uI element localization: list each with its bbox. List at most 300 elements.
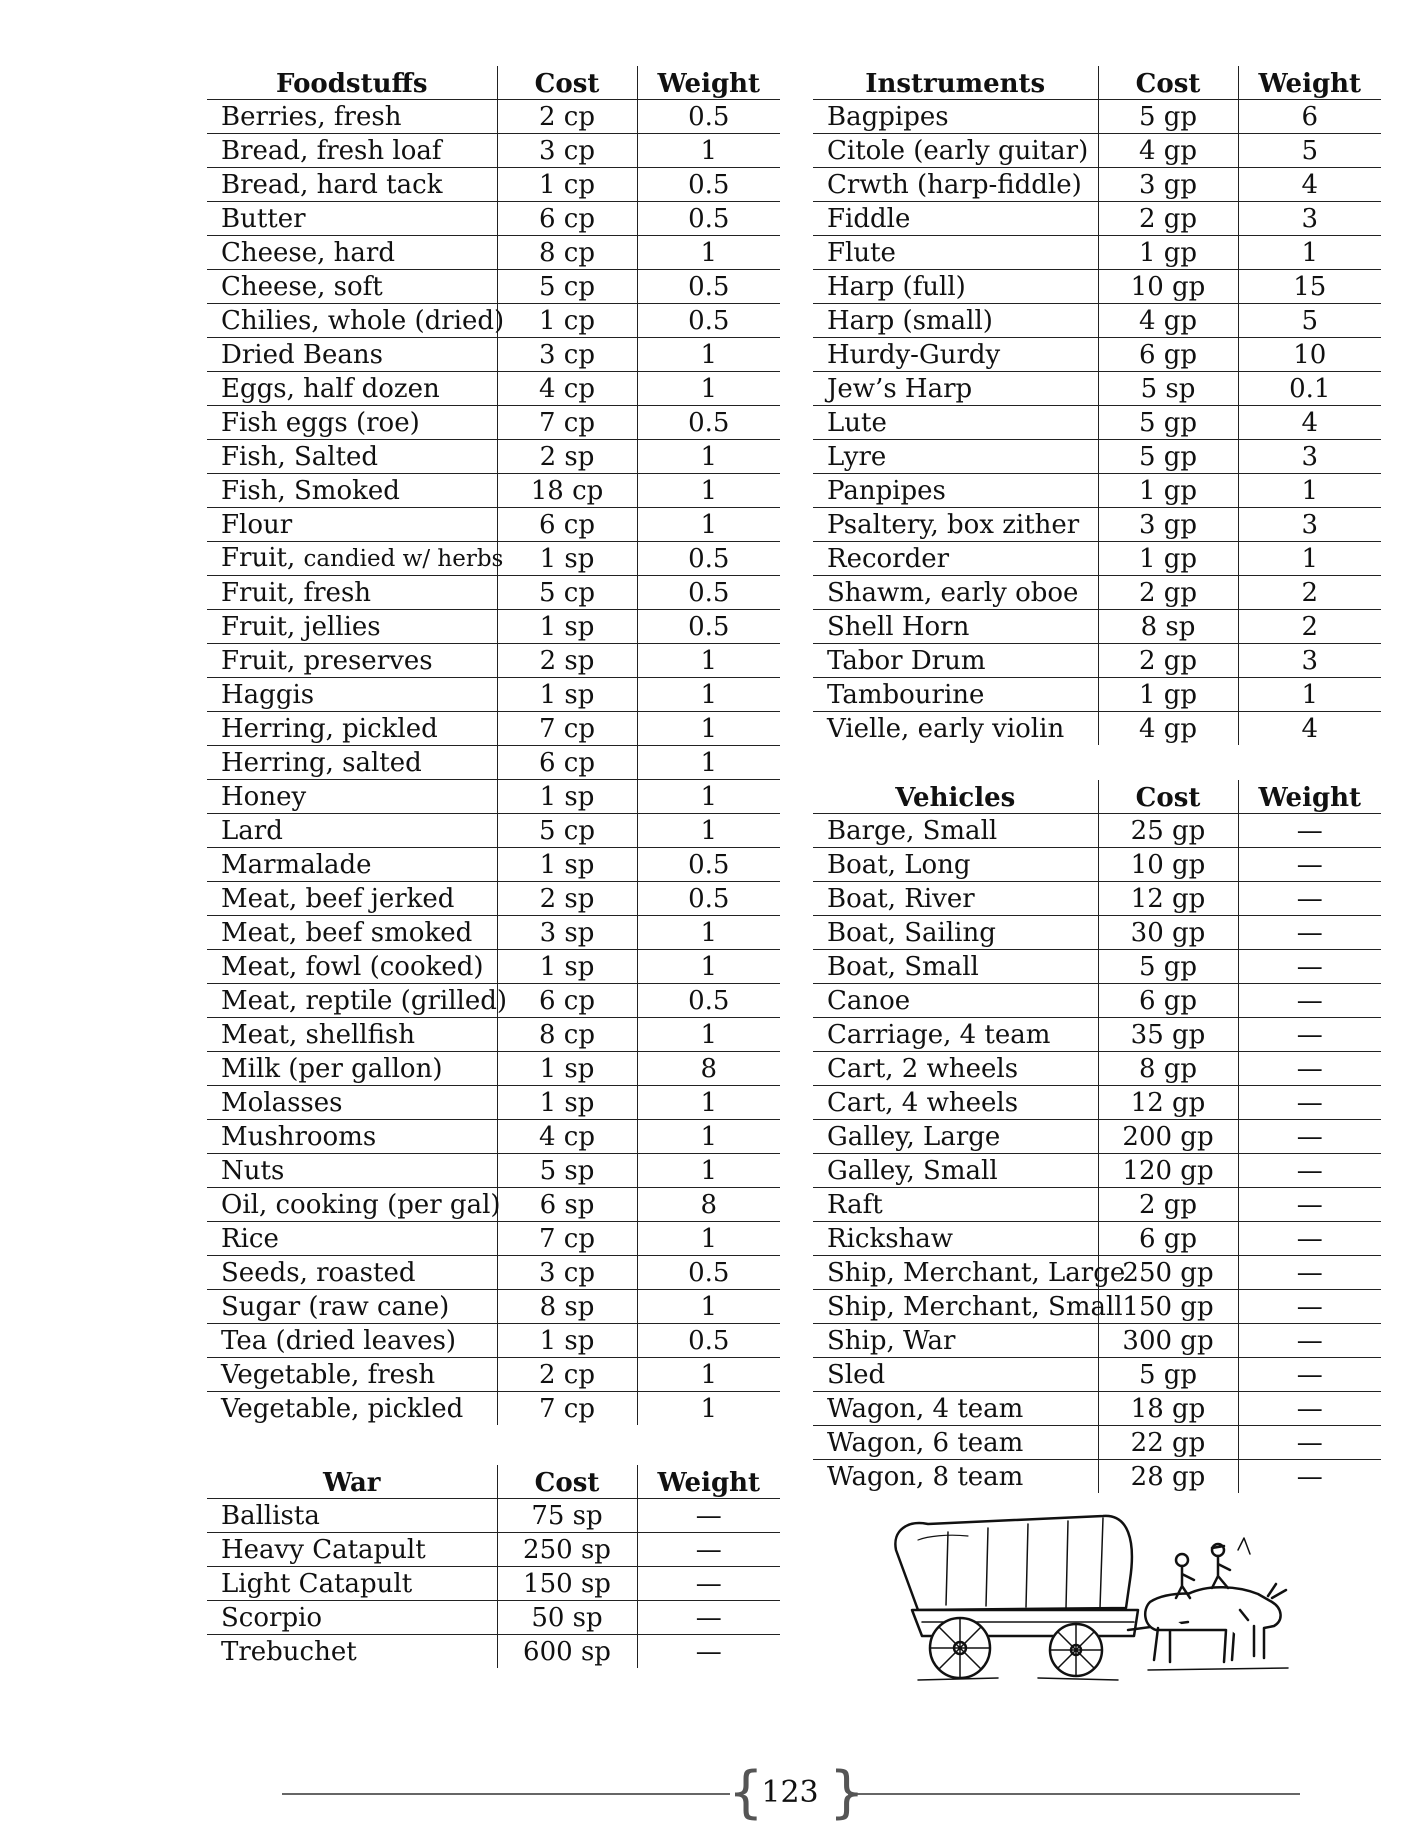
table-row <box>207 882 780 916</box>
item-name: Citole (early guitar) <box>813 134 1098 168</box>
column-header-name: Instruments <box>813 66 1098 100</box>
item-name: Meat, reptile (grilled) <box>207 984 497 1018</box>
item-name: Galley, Small <box>813 1154 1098 1188</box>
item-cost: 7 cp <box>497 1392 637 1426</box>
item-cost: 5 sp <box>497 1154 637 1188</box>
item-name: Boat, Sailing <box>813 916 1098 950</box>
item-weight: 1 <box>637 678 780 712</box>
item-cost: 1 sp <box>497 542 637 576</box>
item-weight: 1 <box>637 1222 780 1256</box>
item-name: Fiddle <box>813 202 1098 236</box>
item-name: Vegetable, pickled <box>221 1394 464 1424</box>
item-weight: 1 <box>637 814 780 848</box>
footer-brace-left: { <box>728 1760 764 1825</box>
item-weight: 2 <box>1238 610 1381 644</box>
item-cost: 22 gp <box>1098 1426 1238 1460</box>
item-name: Crwth (harp-fiddle) <box>813 168 1098 202</box>
vehicles-table <box>813 780 1381 1493</box>
item-cost: 6 cp <box>497 984 637 1018</box>
item-weight: — <box>1238 984 1381 1018</box>
table-row <box>207 1635 780 1669</box>
item-cost: 18 cp <box>497 474 637 508</box>
table-row <box>207 304 780 338</box>
table-row <box>207 440 780 474</box>
table-row <box>813 610 1381 644</box>
item-weight: — <box>1238 1154 1381 1188</box>
item-name: Fish, Salted <box>207 440 497 474</box>
table-row <box>207 576 780 610</box>
item-name: Eggs, half dozen <box>207 372 497 406</box>
item-cost: 2 sp <box>497 440 637 474</box>
item-name: Tabor Drum <box>813 644 1098 678</box>
item-name: Recorder <box>813 542 1098 576</box>
table-row <box>813 202 1381 236</box>
item-name: Vegetable, fresh <box>207 1358 497 1392</box>
item-cost: 2 sp <box>497 644 637 678</box>
item-cost: 6 gp <box>1098 1222 1238 1256</box>
footer-rule-right <box>848 1793 1300 1795</box>
item-name: Panpipes <box>813 474 1098 508</box>
instruments-table <box>813 66 1381 745</box>
item-name: Raft <box>813 1188 1098 1222</box>
item-name: Nuts <box>207 1154 497 1188</box>
item-weight: 15 <box>1238 270 1381 304</box>
item-weight: — <box>1238 950 1381 984</box>
table-row <box>207 100 780 134</box>
item-name: Honey <box>207 780 497 814</box>
item-name: Oil, cooking (per gal) <box>207 1188 497 1222</box>
item-name: Cheese, hard <box>207 236 497 270</box>
item-cost: 75 sp <box>497 1499 637 1533</box>
item-cost: 1 sp <box>497 780 637 814</box>
foodstuffs-table <box>207 66 780 1425</box>
table-row <box>813 1222 1381 1256</box>
item-cost: 250 sp <box>497 1533 637 1567</box>
table-row <box>207 270 780 304</box>
item-weight: 8 <box>637 1188 780 1222</box>
item-cost: 5 gp <box>1098 950 1238 984</box>
item-name: Ship, Merchant, Large <box>813 1256 1098 1290</box>
item-cost: 2 gp <box>1098 576 1238 610</box>
table-row <box>207 678 780 712</box>
table-row <box>207 1086 780 1120</box>
table-row <box>207 1601 780 1635</box>
item-name: Flour <box>207 508 497 542</box>
table-row <box>813 1018 1381 1052</box>
item-name: Wagon, 8 team <box>827 1462 1024 1492</box>
item-cost: 18 gp <box>1098 1392 1238 1426</box>
item-weight: 1 <box>637 1120 780 1154</box>
item-weight: 3 <box>1238 508 1381 542</box>
table-row <box>813 440 1381 474</box>
item-weight: 1 <box>637 440 780 474</box>
item-name: Bagpipes <box>813 100 1098 134</box>
table-row <box>813 338 1381 372</box>
table-row <box>207 1120 780 1154</box>
table-row <box>207 1256 780 1290</box>
table-row <box>813 1188 1381 1222</box>
item-weight: 0.5 <box>637 1324 780 1358</box>
table-row <box>813 1460 1381 1494</box>
item-cost: 4 gp <box>1098 304 1238 338</box>
item-weight: 1 <box>637 372 780 406</box>
table-row <box>813 576 1381 610</box>
item-weight: 0.5 <box>637 270 780 304</box>
item-name: Boat, River <box>813 882 1098 916</box>
item-weight: — <box>1238 1256 1381 1290</box>
item-cost: 5 gp <box>1098 100 1238 134</box>
item-cost: 6 gp <box>1098 338 1238 372</box>
table-row <box>207 406 780 440</box>
column-header-weight: Weight <box>1238 66 1381 100</box>
item-cost: 150 gp <box>1098 1290 1238 1324</box>
item-cost: 3 cp <box>497 1256 637 1290</box>
item-cost: 1 sp <box>497 1324 637 1358</box>
item-weight: — <box>1238 1086 1381 1120</box>
item-weight: 1 <box>637 950 780 984</box>
item-cost: 5 gp <box>1098 440 1238 474</box>
item-weight: — <box>1238 814 1381 848</box>
item-name: Meat, shellfish <box>207 1018 497 1052</box>
item-cost: 6 cp <box>497 746 637 780</box>
table-row <box>813 168 1381 202</box>
item-name: Chilies, whole (dried) <box>207 304 497 338</box>
item-name: Galley, Large <box>813 1120 1098 1154</box>
item-weight: 1 <box>637 916 780 950</box>
item-name: Harp (small) <box>813 304 1098 338</box>
item-weight: — <box>1238 1290 1381 1324</box>
item-weight: 0.5 <box>637 1256 780 1290</box>
item-cost: 250 gp <box>1098 1256 1238 1290</box>
item-weight: — <box>1238 882 1381 916</box>
item-cost: 8 sp <box>1098 610 1238 644</box>
table-row <box>207 950 780 984</box>
table-row <box>813 882 1381 916</box>
item-cost: 5 cp <box>497 814 637 848</box>
table-row <box>207 508 780 542</box>
item-cost: 4 gp <box>1098 712 1238 746</box>
item-name: Rickshaw <box>813 1222 1098 1256</box>
item-name: Psaltery, box zither <box>813 508 1098 542</box>
item-cost: 30 gp <box>1098 916 1238 950</box>
item-weight: 1 <box>637 474 780 508</box>
table-row <box>813 270 1381 304</box>
item-name: Fruit, preserves <box>207 644 497 678</box>
table-row <box>207 984 780 1018</box>
table-row <box>207 1392 780 1426</box>
item-cost: 2 cp <box>497 100 637 134</box>
item-cost: 5 cp <box>497 576 637 610</box>
item-weight: 0.5 <box>637 100 780 134</box>
item-weight: 4 <box>1238 168 1381 202</box>
item-weight: 2 <box>1238 576 1381 610</box>
table-row <box>207 134 780 168</box>
column-header-cost: Cost <box>1098 66 1238 100</box>
item-name: Tea (dried leaves) <box>207 1324 497 1358</box>
column-header-cost: Cost <box>497 66 637 100</box>
table-row <box>813 1324 1381 1358</box>
item-cost: 8 sp <box>497 1290 637 1324</box>
item-cost: 3 gp <box>1098 508 1238 542</box>
item-name: Meat, beef smoked <box>207 916 497 950</box>
item-weight: 5 <box>1238 134 1381 168</box>
item-weight: 6 <box>1238 100 1381 134</box>
table-row <box>813 1154 1381 1188</box>
item-cost: 35 gp <box>1098 1018 1238 1052</box>
table-row <box>207 1154 780 1188</box>
item-name: Sugar (raw cane) <box>207 1290 497 1324</box>
item-cost: 3 cp <box>497 338 637 372</box>
item-name: Fish eggs (roe) <box>207 406 497 440</box>
table-row <box>207 168 780 202</box>
item-name: Flute <box>813 236 1098 270</box>
item-weight: — <box>1238 916 1381 950</box>
item-weight: 3 <box>1238 440 1381 474</box>
item-cost: 2 cp <box>497 1358 637 1392</box>
item-name: Tambourine <box>813 678 1098 712</box>
column-header-cost: Cost <box>1098 780 1238 814</box>
item-cost: 1 sp <box>497 1086 637 1120</box>
item-cost: 2 gp <box>1098 202 1238 236</box>
item-name: Lard <box>207 814 497 848</box>
item-weight: 1 <box>1238 474 1381 508</box>
item-name: Rice <box>207 1222 497 1256</box>
item-weight: 0.5 <box>637 168 780 202</box>
table-row <box>813 984 1381 1018</box>
item-weight: 0.1 <box>1238 372 1381 406</box>
item-name: Meat, beef jerked <box>207 882 497 916</box>
item-name: Wagon, 6 team <box>813 1426 1098 1460</box>
item-weight: 1 <box>637 746 780 780</box>
item-weight: — <box>637 1567 780 1601</box>
table-row <box>207 372 780 406</box>
item-name: Trebuchet <box>221 1637 357 1667</box>
item-name: Scorpio <box>207 1601 497 1635</box>
table-row <box>813 1426 1381 1460</box>
item-name: Meat, fowl (cooked) <box>207 950 497 984</box>
item-weight: — <box>1238 1460 1381 1494</box>
item-name: Cart, 4 wheels <box>813 1086 1098 1120</box>
table-row <box>813 372 1381 406</box>
item-weight: 1 <box>1238 236 1381 270</box>
item-cost: 4 gp <box>1098 134 1238 168</box>
item-cost: 6 gp <box>1098 984 1238 1018</box>
item-cost: 10 gp <box>1098 270 1238 304</box>
table-row <box>207 1499 780 1533</box>
item-cost: 5 cp <box>497 270 637 304</box>
item-cost: 1 cp <box>497 304 637 338</box>
table-row <box>207 1052 780 1086</box>
item-cost: 3 sp <box>497 916 637 950</box>
item-cost: 1 sp <box>497 950 637 984</box>
item-cost: 12 gp <box>1098 882 1238 916</box>
item-name: Bread, hard tack <box>207 168 497 202</box>
item-weight: 5 <box>1238 304 1381 338</box>
item-name: Ballista <box>207 1499 497 1533</box>
item-cost: 5 sp <box>1098 372 1238 406</box>
item-weight: 1 <box>637 1392 780 1426</box>
item-cost: 6 sp <box>497 1188 637 1222</box>
item-weight: 0.5 <box>637 610 780 644</box>
item-name: Harp (full) <box>813 270 1098 304</box>
table-row <box>207 712 780 746</box>
item-weight: 1 <box>637 338 780 372</box>
item-weight: — <box>1238 1426 1381 1460</box>
item-weight: 1 <box>637 780 780 814</box>
item-weight: — <box>637 1635 780 1669</box>
item-name: Ship, Merchant, Small <box>813 1290 1098 1324</box>
item-weight: — <box>1238 1358 1381 1392</box>
column-header-name: Vehicles <box>813 780 1098 814</box>
item-name: Boat, Long <box>813 848 1098 882</box>
item-name: Carriage, 4 team <box>813 1018 1098 1052</box>
item-cost: 7 cp <box>497 406 637 440</box>
item-name: Mushrooms <box>207 1120 497 1154</box>
table-row <box>813 236 1381 270</box>
item-name: Dried Beans <box>207 338 497 372</box>
item-name: Fish, Smoked <box>207 474 497 508</box>
item-weight: — <box>1238 1222 1381 1256</box>
table-row <box>813 1358 1381 1392</box>
item-weight: — <box>1238 848 1381 882</box>
item-weight: 0.5 <box>637 576 780 610</box>
column-header-weight: Weight <box>637 66 780 100</box>
table-row <box>813 848 1381 882</box>
item-name: Barge, Small <box>813 814 1098 848</box>
item-name: Herring, pickled <box>207 712 497 746</box>
war-table <box>207 1465 780 1668</box>
page-number: 123 <box>761 1775 819 1810</box>
table-row <box>813 406 1381 440</box>
item-weight: 0.5 <box>637 542 780 576</box>
table-row <box>813 542 1381 576</box>
item-weight: 1 <box>637 1086 780 1120</box>
item-weight: 1 <box>637 1154 780 1188</box>
item-name: Lyre <box>813 440 1098 474</box>
table-row <box>207 1188 780 1222</box>
item-cost: 5 gp <box>1098 406 1238 440</box>
table-row <box>813 1256 1381 1290</box>
table-row <box>207 1018 780 1052</box>
table-row <box>207 1567 780 1601</box>
item-name: Milk (per gallon) <box>207 1052 497 1086</box>
table-row <box>813 1120 1381 1154</box>
item-weight: 0.5 <box>637 406 780 440</box>
item-cost: 1 gp <box>1098 474 1238 508</box>
item-weight: 1 <box>637 1290 780 1324</box>
item-cost: 5 gp <box>1098 1358 1238 1392</box>
item-cost: 300 gp <box>1098 1324 1238 1358</box>
item-name: Shell Horn <box>813 610 1098 644</box>
item-name: Butter <box>207 202 497 236</box>
table-row <box>207 338 780 372</box>
item-weight: — <box>1238 1052 1381 1086</box>
item-name: Herring, salted <box>207 746 497 780</box>
item-weight: — <box>1238 1018 1381 1052</box>
item-cost: 8 cp <box>497 236 637 270</box>
item-weight: 0.5 <box>637 202 780 236</box>
column-header-name: War <box>207 1465 497 1499</box>
item-cost: 2 gp <box>1098 1188 1238 1222</box>
table-row <box>207 1358 780 1392</box>
table-row <box>813 134 1381 168</box>
item-weight: — <box>637 1601 780 1635</box>
item-cost: 3 gp <box>1098 168 1238 202</box>
item-weight: 3 <box>1238 202 1381 236</box>
item-weight: 1 <box>637 644 780 678</box>
item-cost: 150 sp <box>497 1567 637 1601</box>
item-name: Berries, fresh <box>207 100 497 134</box>
table-row <box>207 236 780 270</box>
table-row <box>813 1392 1381 1426</box>
table-row <box>207 1533 780 1567</box>
item-name: Boat, Small <box>813 950 1098 984</box>
item-name: Cart, 2 wheels <box>813 1052 1098 1086</box>
item-name: Marmalade <box>207 848 497 882</box>
item-weight: 1 <box>637 1358 780 1392</box>
covered-wagon-illustration <box>888 1510 1298 1685</box>
table-row <box>813 100 1381 134</box>
item-name: Cheese, soft <box>207 270 497 304</box>
table-row <box>813 644 1381 678</box>
item-weight: 0.5 <box>637 848 780 882</box>
item-name: Seeds, roasted <box>207 1256 497 1290</box>
item-name: Vielle, early violin <box>827 714 1065 744</box>
item-weight: 0.5 <box>637 984 780 1018</box>
item-cost: 1 gp <box>1098 678 1238 712</box>
item-weight: 0.5 <box>637 304 780 338</box>
table-row <box>207 644 780 678</box>
table-row <box>813 304 1381 338</box>
table-row <box>813 916 1381 950</box>
item-weight: 1 <box>637 508 780 542</box>
item-weight: 1 <box>637 712 780 746</box>
item-name: Light Catapult <box>207 1567 497 1601</box>
item-cost: 50 sp <box>497 1601 637 1635</box>
item-cost: 1 gp <box>1098 236 1238 270</box>
footer-brace-right: } <box>829 1760 865 1825</box>
item-cost: 600 sp <box>497 1635 637 1669</box>
item-weight: — <box>1238 1120 1381 1154</box>
item-cost: 6 cp <box>497 202 637 236</box>
item-cost: 1 sp <box>497 610 637 644</box>
item-cost: 28 gp <box>1098 1460 1238 1494</box>
item-weight: 1 <box>637 236 780 270</box>
item-cost: 200 gp <box>1098 1120 1238 1154</box>
item-name: Ship, War <box>813 1324 1098 1358</box>
item-cost: 1 sp <box>497 1052 637 1086</box>
item-weight: 4 <box>1238 406 1381 440</box>
table-row <box>813 814 1381 848</box>
item-weight: 10 <box>1238 338 1381 372</box>
column-header-name: Foodstuffs <box>207 66 497 100</box>
item-cost: 3 cp <box>497 134 637 168</box>
item-weight: 8 <box>637 1052 780 1086</box>
item-name: Hurdy-Gurdy <box>813 338 1098 372</box>
item-weight: — <box>1238 1324 1381 1358</box>
item-cost: 8 gp <box>1098 1052 1238 1086</box>
item-weight: — <box>1238 1188 1381 1222</box>
table-row <box>207 746 780 780</box>
item-cost: 8 cp <box>497 1018 637 1052</box>
table-row <box>207 780 780 814</box>
item-weight: — <box>637 1499 780 1533</box>
table-row <box>207 814 780 848</box>
item-name: Fruit, jellies <box>207 610 497 644</box>
item-cost: 1 gp <box>1098 542 1238 576</box>
item-weight: 1 <box>1238 542 1381 576</box>
item-name: Jew’s Harp <box>813 372 1098 406</box>
